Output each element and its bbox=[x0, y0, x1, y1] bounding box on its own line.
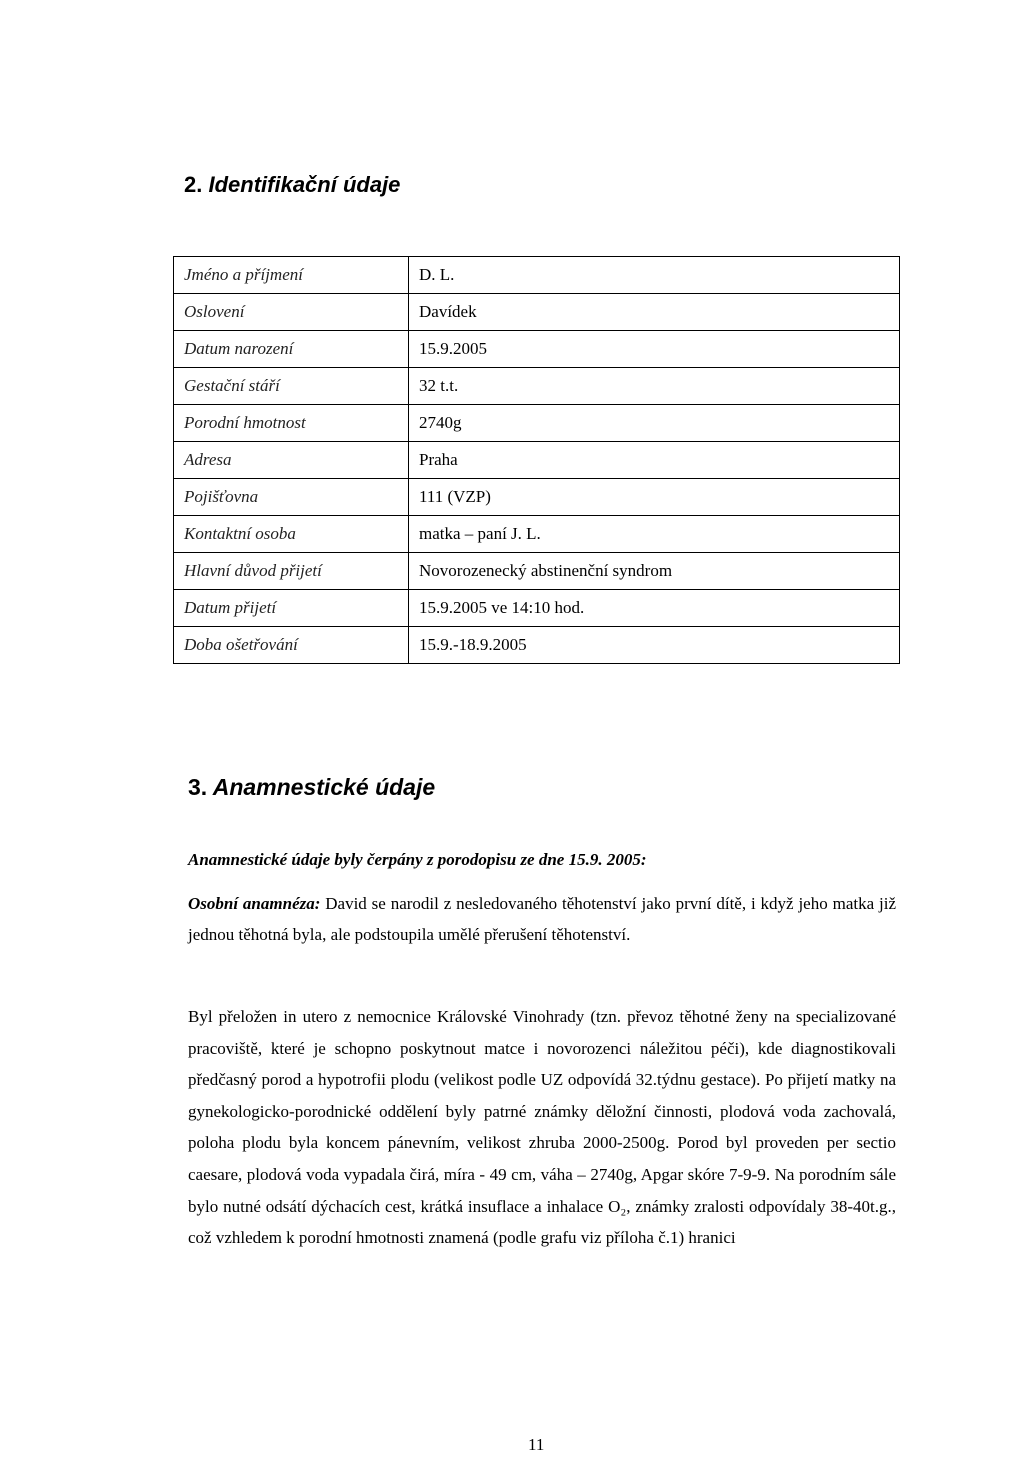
table-row bbox=[174, 368, 900, 405]
row-label: Porodní hmotnost bbox=[174, 405, 409, 442]
row-value: matka – paní J. L. bbox=[409, 516, 900, 553]
row-value: Novorozenecký abstinenční syndrom bbox=[409, 553, 900, 590]
row-label: Pojišťovna bbox=[174, 479, 409, 516]
section-2-heading: 2. Identifikační údaje bbox=[184, 172, 401, 197]
row-value: D. L. bbox=[409, 257, 900, 294]
table-row bbox=[174, 257, 900, 294]
table-row bbox=[174, 627, 900, 664]
table-row bbox=[174, 405, 900, 442]
row-value: Davídek bbox=[409, 294, 900, 331]
section-3-heading: 3. Anamnestické údaje bbox=[188, 774, 436, 800]
table-row bbox=[174, 294, 900, 331]
row-label: Doba ošetřování bbox=[174, 627, 409, 664]
table-row bbox=[174, 442, 900, 479]
table-row bbox=[174, 479, 900, 516]
personal-history-label: Osobní anamnéza: bbox=[188, 893, 321, 913]
source-note: Anamnestické údaje byly čerpány z porodopisu ze dne 15.9. 2005: bbox=[188, 850, 647, 869]
row-label: Adresa bbox=[174, 442, 409, 479]
row-label: Oslovení bbox=[174, 294, 409, 331]
row-label: Kontaktní osoba bbox=[174, 516, 409, 553]
row-label: Gestační stáří bbox=[174, 368, 409, 405]
table-row bbox=[174, 516, 900, 553]
table-row bbox=[174, 331, 900, 368]
identification-table bbox=[173, 256, 900, 664]
row-label: Datum přijetí bbox=[174, 590, 409, 627]
transfer-paragraph: Byl přeložen in utero z nemocnice Královské Vinohrady (tzn. převoz těhotné ženy na specializované pracoviště, které je schopno poskytnout matce i novorozenci náležitou péči), kde diagnostikovali předčasný porod a hypotrofii plodu (velikost podle UZ odpovídá 32.týdnu gestace). Po přijetí matky na gynekologicko-porodnické oddělení byly patrné známky děložní činnosti, plodová voda zachovalá, poloha plodu byla koncem pánevním, velikost zhruba 2000-2500g. Porod byl proveden per sectio caesare, plodová voda vypadala čirá, míra - 49 cm, váha – 2740g, Apgar skóre 7-9-9. Na porodním sále bylo nutné odsátí dýchacích cest, krátká insuflace a inhalace O₂, známky zralosti odpovídaly 38-40t.g., což vzhledem k porodní hmotnosti znamená (podle grafu viz příloha č.1) hranici bbox=[188, 1007, 896, 1248]
table-row bbox=[174, 590, 900, 627]
page-number: 11 bbox=[528, 1435, 545, 1454]
row-label: Jméno a příjmení bbox=[174, 257, 409, 294]
row-value: 111 (VZP) bbox=[409, 479, 900, 516]
personal-history-paragraph: Osobní anamnéza: David se narodil z nesledovaného těhotenství jako první dítě, i když jeho matka již jednou těhotná byla, ale podstoupila umělé přerušení těhotenství. bbox=[188, 893, 896, 945]
row-label: Datum narození bbox=[174, 331, 409, 368]
row-value: 32 t.t. bbox=[409, 368, 900, 405]
row-value: 15.9.2005 bbox=[409, 331, 900, 368]
row-value: Praha bbox=[409, 442, 900, 479]
row-label: Hlavní důvod přijetí bbox=[174, 553, 409, 590]
table-row bbox=[174, 553, 900, 590]
row-value: 2740g bbox=[409, 405, 900, 442]
row-value: 15.9.-18.9.2005 bbox=[409, 627, 900, 664]
row-value: 15.9.2005 ve 14:10 hod. bbox=[409, 590, 900, 627]
